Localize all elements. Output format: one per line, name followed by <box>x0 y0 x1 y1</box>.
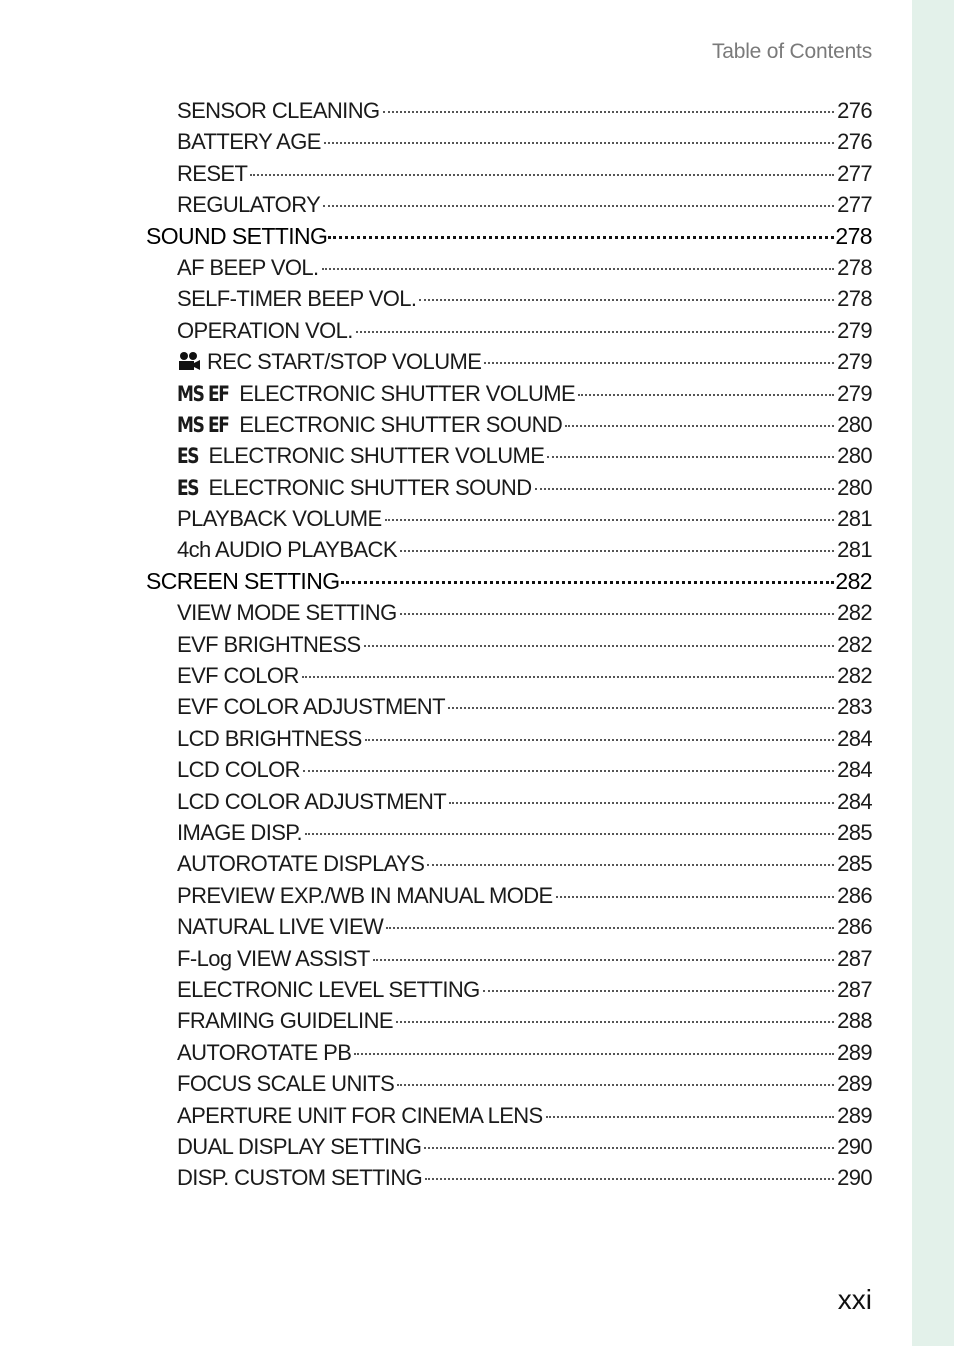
toc-entry-link[interactable] <box>146 378 872 409</box>
toc-item <box>146 691 872 722</box>
toc-entry-link[interactable] <box>146 189 872 220</box>
toc-entry-label <box>146 566 340 597</box>
toc-entry-link[interactable] <box>146 911 872 942</box>
toc-page-number: 289 <box>837 1102 872 1128</box>
toc-page-number: 280 <box>837 411 872 437</box>
toc-entry-link[interactable] <box>146 597 872 628</box>
toc-entry-link[interactable] <box>146 1131 872 1162</box>
toc-entry-text: BATTERY AGE <box>177 129 321 155</box>
toc-page-number: 284 <box>837 757 872 783</box>
toc-entry-label <box>177 754 300 785</box>
toc-entry-label <box>177 1068 394 1099</box>
toc-entry-text: EVF BRIGHTNESS <box>177 631 361 657</box>
toc-page-number: 283 <box>837 694 872 720</box>
toc-item <box>146 534 872 565</box>
toc-page-number: 286 <box>837 914 872 940</box>
toc-entry-text: AF BEEP VOL. <box>177 254 319 280</box>
toc-entry-link[interactable] <box>146 754 872 785</box>
toc-entry-label <box>177 660 299 691</box>
toc-entry-link[interactable] <box>146 629 872 660</box>
toc-entry-text: ELECTRONIC SHUTTER VOLUME <box>239 380 576 406</box>
toc-entry-link[interactable] <box>146 1037 872 1068</box>
toc-entry-text: DUAL DISPLAY SETTING <box>177 1133 422 1159</box>
toc-page-number: 285 <box>837 851 872 877</box>
dot-leader <box>250 174 834 176</box>
dot-leader <box>354 1053 834 1055</box>
toc-page-number: 290 <box>837 1165 872 1191</box>
toc-entry-link[interactable] <box>146 848 872 879</box>
toc-entry-link[interactable] <box>146 158 872 189</box>
dot-leader <box>303 770 834 772</box>
toc-page-number: 277 <box>837 192 872 218</box>
toc-entry-text: LCD BRIGHTNESS <box>177 725 362 751</box>
toc-entry-text: LCD COLOR <box>177 757 300 783</box>
toc-entry-label <box>177 534 397 565</box>
toc-entry-text: EVF COLOR ADJUSTMENT <box>177 694 445 720</box>
dot-leader <box>322 268 835 270</box>
toc-page-number: 277 <box>837 160 872 186</box>
toc-item <box>146 1037 872 1068</box>
dot-leader <box>386 927 834 929</box>
shutter-mode-es-icon: ES <box>177 444 199 469</box>
toc-entry-text: RESET <box>177 160 248 186</box>
toc-page-number: 286 <box>837 882 872 908</box>
toc-entry-label <box>177 597 397 628</box>
shutter-mode-ef-icon: EF <box>208 381 229 406</box>
toc-entry-link[interactable] <box>146 409 872 440</box>
toc-entry-link[interactable] <box>146 283 872 314</box>
toc-item <box>146 252 872 283</box>
toc-entry-link[interactable] <box>146 974 872 1005</box>
toc-page-number: 276 <box>837 129 872 155</box>
dot-leader <box>324 142 834 144</box>
toc-entry-text: OPERATION VOL. <box>177 317 353 343</box>
toc-entry-link[interactable] <box>146 1100 872 1131</box>
toc-item <box>146 754 872 785</box>
toc-entry-label <box>177 283 416 314</box>
toc-entry-link[interactable] <box>146 1005 872 1036</box>
movie-camera-icon <box>177 348 201 368</box>
toc-entry-text: SCREEN SETTING <box>146 567 340 594</box>
toc-page-number: 284 <box>837 725 872 751</box>
toc-entry-link[interactable] <box>146 943 872 974</box>
toc-section-link[interactable] <box>146 221 872 252</box>
toc-item <box>146 880 872 911</box>
toc-entry-label <box>177 472 532 504</box>
toc-page-number: 289 <box>837 1071 872 1097</box>
toc-entry-link[interactable] <box>146 786 872 817</box>
toc-item <box>146 221 872 252</box>
toc-entry-label <box>177 158 247 189</box>
dot-leader <box>397 1084 834 1086</box>
dot-leader <box>400 613 835 615</box>
dot-leader <box>425 1178 834 1180</box>
toc-entry-label <box>177 1162 422 1193</box>
toc-entry-link[interactable] <box>146 1162 872 1193</box>
toc-page-number: 282 <box>835 567 872 594</box>
shutter-mode-ef-icon: EF <box>208 412 229 437</box>
toc-item <box>146 126 872 157</box>
toc-item <box>146 95 872 126</box>
dot-leader <box>484 362 834 364</box>
toc-entry-link[interactable] <box>146 660 872 691</box>
toc-item <box>146 189 872 220</box>
toc-entry-link[interactable] <box>146 817 872 848</box>
running-header: Table of Contents <box>711 40 872 63</box>
toc-entry-text: AUTOROTATE PB <box>177 1039 352 1065</box>
toc-page-number: 287 <box>837 945 872 971</box>
toc-entry-text: PREVIEW EXP./WB IN MANUAL MODE <box>177 882 553 908</box>
toc-item <box>146 1100 872 1131</box>
toc-item <box>146 817 872 848</box>
toc-entry-text: APERTURE UNIT FOR CINEMA LENS <box>177 1102 543 1128</box>
toc-page-number: 279 <box>837 317 872 343</box>
toc-item <box>146 409 872 440</box>
toc-entry-label <box>177 95 380 126</box>
toc-entry-label <box>177 503 382 534</box>
dot-leader <box>483 990 834 992</box>
toc-entry-label <box>177 315 353 346</box>
toc-entry-text: EVF COLOR <box>177 663 299 689</box>
toc-entry-text: PLAYBACK VOLUME <box>177 506 382 532</box>
toc-entry-label <box>177 974 480 1005</box>
toc-item <box>146 943 872 974</box>
toc-entry-label <box>177 378 575 410</box>
toc-entry-text: ELECTRONIC SHUTTER VOLUME <box>208 443 545 469</box>
toc-item <box>146 283 872 314</box>
dot-leader <box>383 111 835 113</box>
toc-page-number: 281 <box>837 506 872 532</box>
toc-entry-link[interactable] <box>146 880 872 911</box>
toc-page-number: 289 <box>837 1039 872 1065</box>
toc-entry-text: SOUND SETTING <box>146 222 328 249</box>
toc-entry-text: REGULATORY <box>177 192 321 218</box>
toc-entry-label <box>177 943 370 974</box>
toc-item <box>146 566 872 597</box>
toc-item <box>146 848 872 879</box>
toc-entry-label <box>177 723 362 754</box>
toc-item <box>146 629 872 660</box>
toc-entry-label <box>177 409 562 441</box>
toc-entry-text: ELECTRONIC SHUTTER SOUND <box>208 474 532 500</box>
dot-leader <box>547 456 834 458</box>
toc-entry-label <box>177 252 319 283</box>
toc-entry-text: F-Log VIEW ASSIST <box>177 945 370 971</box>
toc-page-number: 278 <box>837 286 872 312</box>
toc-page-number: 281 <box>837 537 872 563</box>
dot-leader <box>364 645 835 647</box>
toc-page-number: 287 <box>837 976 872 1002</box>
toc-entry-text: LCD COLOR ADJUSTMENT <box>177 788 447 814</box>
toc-page-number: 282 <box>837 631 872 657</box>
toc-entry-label <box>177 817 302 848</box>
toc-item <box>146 660 872 691</box>
toc-entry-text: FOCUS SCALE UNITS <box>177 1071 395 1097</box>
dot-leader <box>302 676 834 678</box>
toc-entry-label <box>146 221 327 252</box>
dot-leader <box>419 299 834 301</box>
dot-leader <box>328 236 834 239</box>
toc-entry-link[interactable] <box>146 95 872 126</box>
toc-entry-label <box>177 1037 351 1068</box>
toc-entry-text: SENSOR CLEANING <box>177 98 380 123</box>
dot-leader <box>373 959 834 961</box>
toc-entry-label <box>177 126 321 157</box>
toc-entry-text: FRAMING GUIDELINE <box>177 1008 393 1034</box>
toc-item <box>146 911 872 942</box>
toc-page-number: 279 <box>837 349 872 375</box>
dot-leader <box>578 394 834 396</box>
toc-entry-label <box>177 911 383 942</box>
toc-entry-text: DISP. CUSTOM SETTING <box>177 1165 423 1191</box>
toc-item <box>146 158 872 189</box>
toc-entry-text: VIEW MODE SETTING <box>177 600 397 626</box>
toc-entry-label <box>177 1131 421 1162</box>
toc-entry-link[interactable] <box>146 126 872 157</box>
dot-leader <box>448 707 834 709</box>
toc-page-number: 288 <box>837 1008 872 1034</box>
dot-leader <box>305 833 834 835</box>
toc-item <box>146 1005 872 1036</box>
toc-entry-text: ELECTRONIC LEVEL SETTING <box>177 976 480 1002</box>
toc-page-number: 280 <box>837 474 872 500</box>
dot-leader <box>323 205 834 207</box>
toc-entry-label <box>177 880 553 911</box>
toc-item <box>146 723 872 754</box>
dot-leader <box>546 1116 834 1118</box>
toc-list <box>146 95 872 1194</box>
toc-entry-text: 4ch AUDIO PLAYBACK <box>177 537 397 563</box>
toc-entry-link[interactable] <box>146 691 872 722</box>
toc-page-number: 280 <box>837 443 872 469</box>
toc-entry-text: IMAGE DISP. <box>177 819 303 845</box>
toc-entry-link[interactable] <box>146 1068 872 1099</box>
toc-entry-link[interactable] <box>146 346 872 377</box>
toc-entry-text: NATURAL LIVE VIEW <box>177 914 384 940</box>
toc-page-number: 282 <box>837 663 872 689</box>
dot-leader <box>535 488 835 490</box>
dot-leader <box>556 896 834 898</box>
toc-entry-text: SELF-TIMER BEEP VOL. <box>177 286 417 312</box>
toc-entry-label <box>177 1005 393 1036</box>
dot-leader <box>400 550 834 552</box>
toc-page-number: 276 <box>837 98 872 123</box>
toc-item <box>146 503 872 534</box>
dot-leader <box>385 519 835 521</box>
toc-entry-text: AUTOROTATE DISPLAYS <box>177 851 425 877</box>
toc-page-number: 290 <box>837 1133 872 1159</box>
dot-leader <box>565 425 834 427</box>
toc-entry-label <box>177 786 446 817</box>
toc-entry-label <box>177 1100 543 1131</box>
dot-leader <box>424 1147 834 1149</box>
side-index-tab <box>912 0 954 1346</box>
toc-entry-label <box>177 346 481 377</box>
dot-leader <box>396 1021 834 1023</box>
toc-entry-link[interactable] <box>146 315 872 346</box>
dot-leader <box>341 581 835 584</box>
toc-page-number: 285 <box>837 819 872 845</box>
toc-entry-label <box>177 440 544 472</box>
toc-entry-text: REC START/STOP VOLUME <box>207 349 482 375</box>
toc-entry-link[interactable] <box>146 440 872 471</box>
toc-section-link[interactable] <box>146 566 872 597</box>
toc-item <box>146 315 872 346</box>
toc-page-number: 282 <box>837 600 872 626</box>
toc-page-number: 279 <box>837 380 872 406</box>
toc-entry-label <box>177 189 320 220</box>
shutter-mode-es-icon: ES <box>177 475 199 500</box>
toc-item <box>146 597 872 628</box>
toc-item <box>146 786 872 817</box>
dot-leader <box>449 802 834 804</box>
toc-item <box>146 974 872 1005</box>
toc-entry-link[interactable] <box>146 252 872 283</box>
toc-entry-link[interactable] <box>146 503 872 534</box>
toc-page-number: 284 <box>837 788 872 814</box>
toc-page-number: 278 <box>835 222 872 249</box>
toc-entry-link[interactable] <box>146 723 872 754</box>
toc-item <box>146 472 872 503</box>
shutter-mode-ms-icon: MS <box>177 412 204 437</box>
toc-entry-label <box>177 629 361 660</box>
toc-item <box>146 346 872 377</box>
page-number: xxi <box>837 1284 872 1315</box>
toc-entry-text: ELECTRONIC SHUTTER SOUND <box>239 411 563 437</box>
toc-item <box>146 1162 872 1193</box>
dot-leader <box>427 864 834 866</box>
toc-entry-link[interactable] <box>146 472 872 503</box>
toc-item <box>146 440 872 471</box>
toc-item <box>146 1131 872 1162</box>
toc-item <box>146 378 872 409</box>
toc-entry-label <box>177 848 424 879</box>
toc-item <box>146 1068 872 1099</box>
toc-page-number: 278 <box>837 254 872 280</box>
shutter-mode-ms-icon: MS <box>177 381 204 406</box>
dot-leader <box>356 331 834 333</box>
toc-entry-link[interactable] <box>146 534 872 565</box>
dot-leader <box>365 739 834 741</box>
toc-entry-label <box>177 691 445 722</box>
